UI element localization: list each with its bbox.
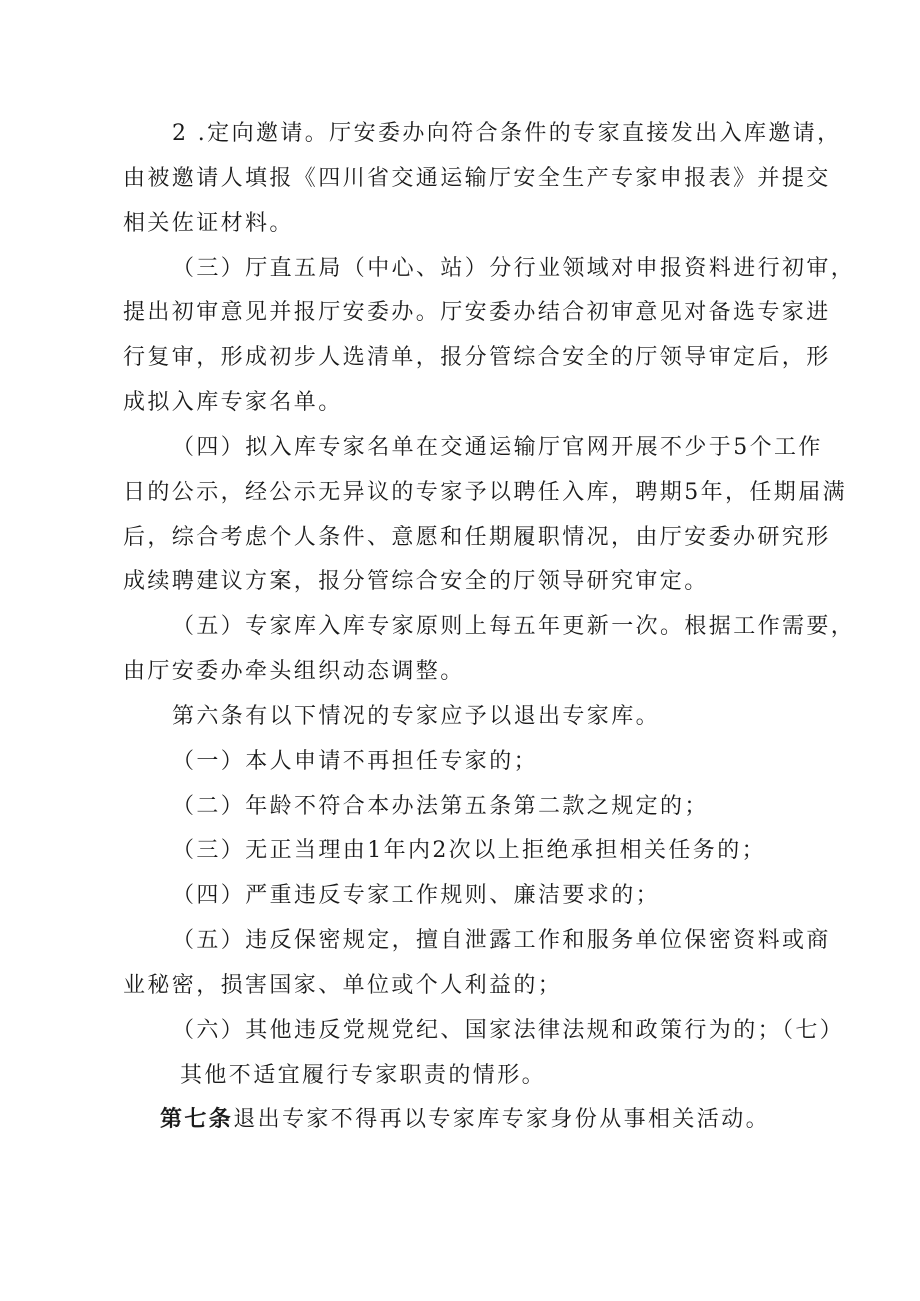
paragraph-line: 提出初审意见并报厅安委办。厅安委办结合初审意见对备选专家进 — [123, 300, 831, 325]
paragraph-line: 由厅安委办牵头组织动态调整。 — [123, 659, 465, 684]
article-heading-line: 第六条有以下情况的专家应予以退出专家库。 — [172, 704, 661, 729]
article-7-label: 第七条 — [160, 1106, 234, 1132]
paragraph-line: （五）专家库入库专家原则上每五年更新一次。根据工作需要， — [172, 614, 856, 639]
article-7-text: 退出专家不得再以专家库专家身份从事相关活动。 — [233, 1107, 771, 1132]
paragraph-line: 2 .定向邀请。厅安委办向符合条件的专家直接发出入库邀请， — [172, 121, 842, 146]
paragraph-line: （四）拟入库专家名单在交通运输厅官网开展不少于5个工作 — [172, 435, 823, 460]
list-item-line: （六）其他违反党规党纪、国家法律法规和政策行为的；（七） — [172, 1018, 845, 1043]
paragraph-line: 后，综合考虑个人条件、意愿和任期履职情况，由厅安委办研究形 — [123, 525, 831, 550]
list-item-line: 业秘密，损害国家、单位或个人利益的； — [123, 973, 563, 998]
list-item-line: （一）本人申请不再担任专家的； — [172, 749, 539, 774]
list-item-line: （五）违反保密规定，擅自泄露工作和服务单位保密资料或商 — [172, 928, 831, 953]
list-item-line: （四）严重违反专家工作规则、廉洁要求的； — [172, 883, 661, 908]
list-item-line: （三）无正当理由1年内2次以上拒绝承担相关任务的； — [172, 838, 766, 863]
list-item-line: （二）年龄不符合本办法第五条第二款之规定的； — [172, 794, 709, 819]
paragraph-line: 成续聘建议方案，报分管综合安全的厅领导研究审定。 — [123, 569, 709, 594]
paragraph-line: 相关佐证材料。 — [123, 211, 294, 236]
list-item-line: 其他不适宜履行专家职责的情形。 — [180, 1063, 547, 1088]
paragraph-line: 行复审，形成初步人选清单，报分管综合安全的厅领导审定后，形 — [123, 345, 831, 370]
paragraph-line: （三）厅直五局（中心、站）分行业领域对申报资料进行初审， — [172, 256, 856, 281]
article-7-line — [160, 1104, 770, 1134]
paragraph-line: 成拟入库专家名单。 — [123, 390, 343, 415]
paragraph-line: 由被邀请人填报《四川省交通运输厅安全生产专家申报表》并提交 — [123, 166, 831, 191]
paragraph-line: 日的公示，经公示无异议的专家予以聘任入库，聘期5年，任期届满 — [123, 480, 847, 505]
